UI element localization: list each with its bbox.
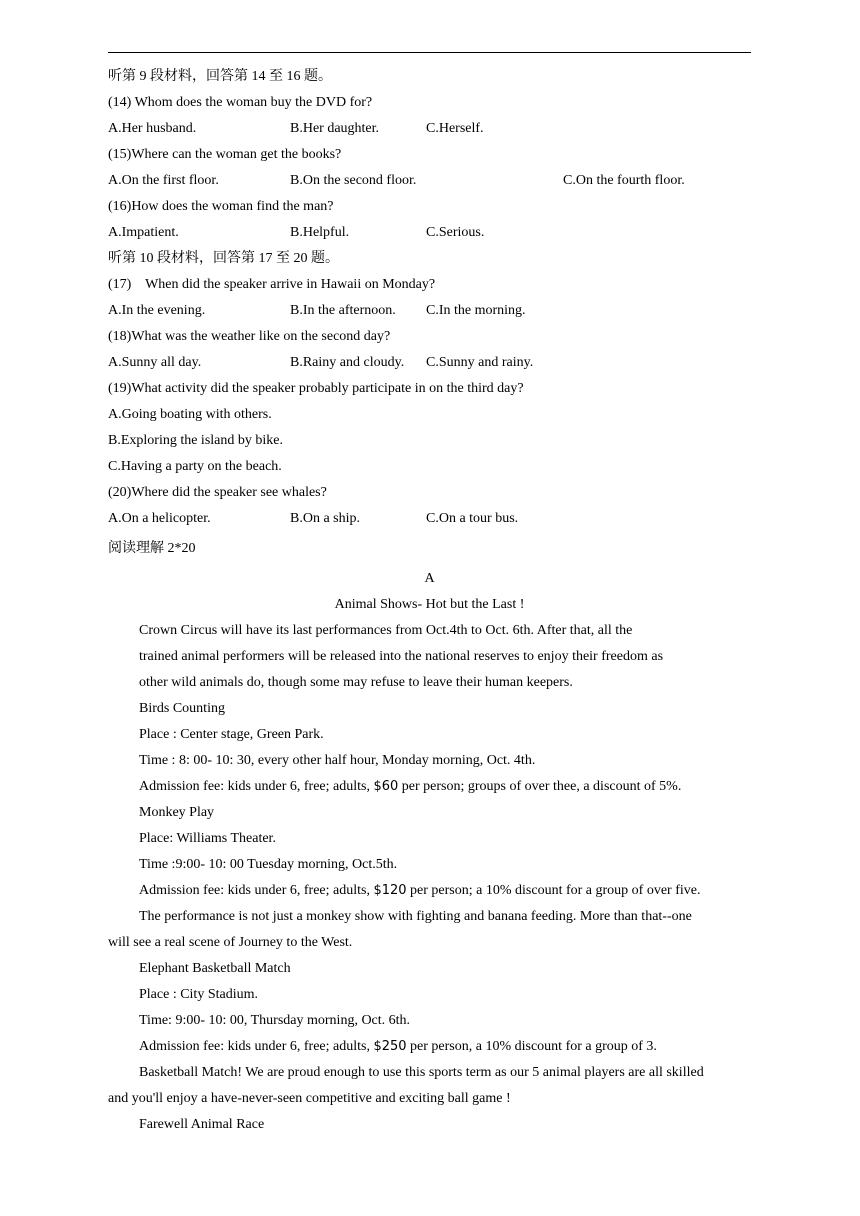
passage-letter: A <box>424 571 435 586</box>
option-b: B.Helpful. <box>290 225 350 240</box>
header-rule <box>108 52 751 53</box>
option-a: A.Sunny all day. <box>108 355 202 370</box>
option-c: C.Herself. <box>426 121 484 136</box>
question-17: (17) When did the speaker arrive in Hawaii on Monday? <box>108 277 436 292</box>
section-intro-9: 听第 9 段材料，回答第 14 至 16 题。 <box>108 69 332 84</box>
question-16: (16)How does the woman find the man? <box>108 199 334 214</box>
show-description: will see a real scene of Journey to the West. <box>108 935 353 950</box>
options-20 <box>108 510 751 528</box>
option-c: C.On a tour bus. <box>426 511 519 526</box>
option-a: A.Impatient. <box>108 225 179 240</box>
question-15: (15)Where can the woman get the books? <box>108 147 342 162</box>
option-b: B.Rainy and cloudy. <box>290 355 405 370</box>
show-description: Basketball Match! We are proud enough to use this sports term as our 5 animal players are all skilled <box>139 1065 704 1080</box>
reading-section-title: 阅读理解 2*20 <box>108 541 196 556</box>
show-place: Place : City Stadium. <box>139 987 258 1002</box>
option-19-c: C.Having a party on the beach. <box>108 459 282 474</box>
show-name-birds: Birds Counting <box>139 701 225 716</box>
option-c: C.In the morning. <box>426 303 526 318</box>
option-a: A.Her husband. <box>108 121 197 136</box>
show-name-monkey: Monkey Play <box>139 805 215 820</box>
options-14 <box>108 120 751 138</box>
option-a: A.On a helicopter. <box>108 511 211 526</box>
fee-price: $60 <box>373 779 399 794</box>
fee-text: Admission fee: kids under 6, free; adults, <box>139 1039 370 1054</box>
fee-price: $120 <box>373 883 407 898</box>
option-a: A.In the evening. <box>108 303 206 318</box>
show-place: Place: Williams Theater. <box>139 831 276 846</box>
show-name-elephant: Elephant Basketball Match <box>139 961 291 976</box>
options-16 <box>108 224 751 242</box>
options-17 <box>108 302 751 320</box>
show-time: Time : 8: 00- 10: 30, every other half hour, Monday morning, Oct. 4th. <box>139 753 536 768</box>
show-description: and you'll enjoy a have-never-seen competitive and exciting ball game ! <box>108 1091 511 1106</box>
option-a: A.On the first floor. <box>108 173 219 188</box>
option-c: C.On the fourth floor. <box>563 173 685 188</box>
section-intro-10: 听第 10 段材料，回答第 17 至 20 题。 <box>108 251 339 266</box>
paragraph-line: other wild animals do, though some may refuse to leave their human keepers. <box>139 675 573 690</box>
fee-text: Admission fee: kids under 6, free; adults, <box>139 883 370 898</box>
option-19-a: A.Going boating with others. <box>108 407 272 422</box>
fee-text: Admission fee: kids under 6, free; adults, <box>139 779 370 794</box>
fee-text: per person, a 10% discount for a group of 3. <box>410 1039 657 1054</box>
question-19: (19)What activity did the speaker probably participate in on the third day? <box>108 381 524 396</box>
paragraph-line: Crown Circus will have its last performances from Oct.4th to Oct. 6th. After that, all the <box>139 623 633 638</box>
fee-price: $250 <box>373 1039 407 1054</box>
question-14: (14) Whom does the woman buy the DVD for? <box>108 95 373 110</box>
show-description: The performance is not just a monkey show with fighting and banana feeding. More than that--one <box>139 909 692 924</box>
option-b: B.On the second floor. <box>290 173 417 188</box>
options-18 <box>108 354 751 372</box>
option-19-b: B.Exploring the island by bike. <box>108 433 283 448</box>
show-fee <box>139 778 681 796</box>
show-name-race: Farewell Animal Race <box>139 1117 265 1132</box>
fee-text: per person; groups of over thee, a discount of 5%. <box>401 779 682 794</box>
show-time: Time: 9:00- 10: 00, Thursday morning, Oct. 6th. <box>139 1013 411 1028</box>
show-fee <box>139 1038 657 1056</box>
option-b: B.In the afternoon. <box>290 303 396 318</box>
option-b: B.On a ship. <box>290 511 360 526</box>
option-c: C.Sunny and rainy. <box>426 355 534 370</box>
options-15 <box>108 172 751 190</box>
question-20: (20)Where did the speaker see whales? <box>108 485 327 500</box>
show-time: Time :9:00- 10: 00 Tuesday morning, Oct.5th. <box>139 857 398 872</box>
option-c: C.Serious. <box>426 225 485 240</box>
show-fee <box>139 882 700 900</box>
paragraph-line: trained animal performers will be released into the national reserves to enjoy their freedom as <box>139 649 664 664</box>
show-place: Place : Center stage, Green Park. <box>139 727 324 742</box>
option-b: B.Her daughter. <box>290 121 380 136</box>
fee-text: per person; a 10% discount for a group of over five. <box>410 883 701 898</box>
passage-title: Animal Shows- Hot but the Last ! <box>334 597 525 612</box>
question-18: (18)What was the weather like on the second day? <box>108 329 391 344</box>
